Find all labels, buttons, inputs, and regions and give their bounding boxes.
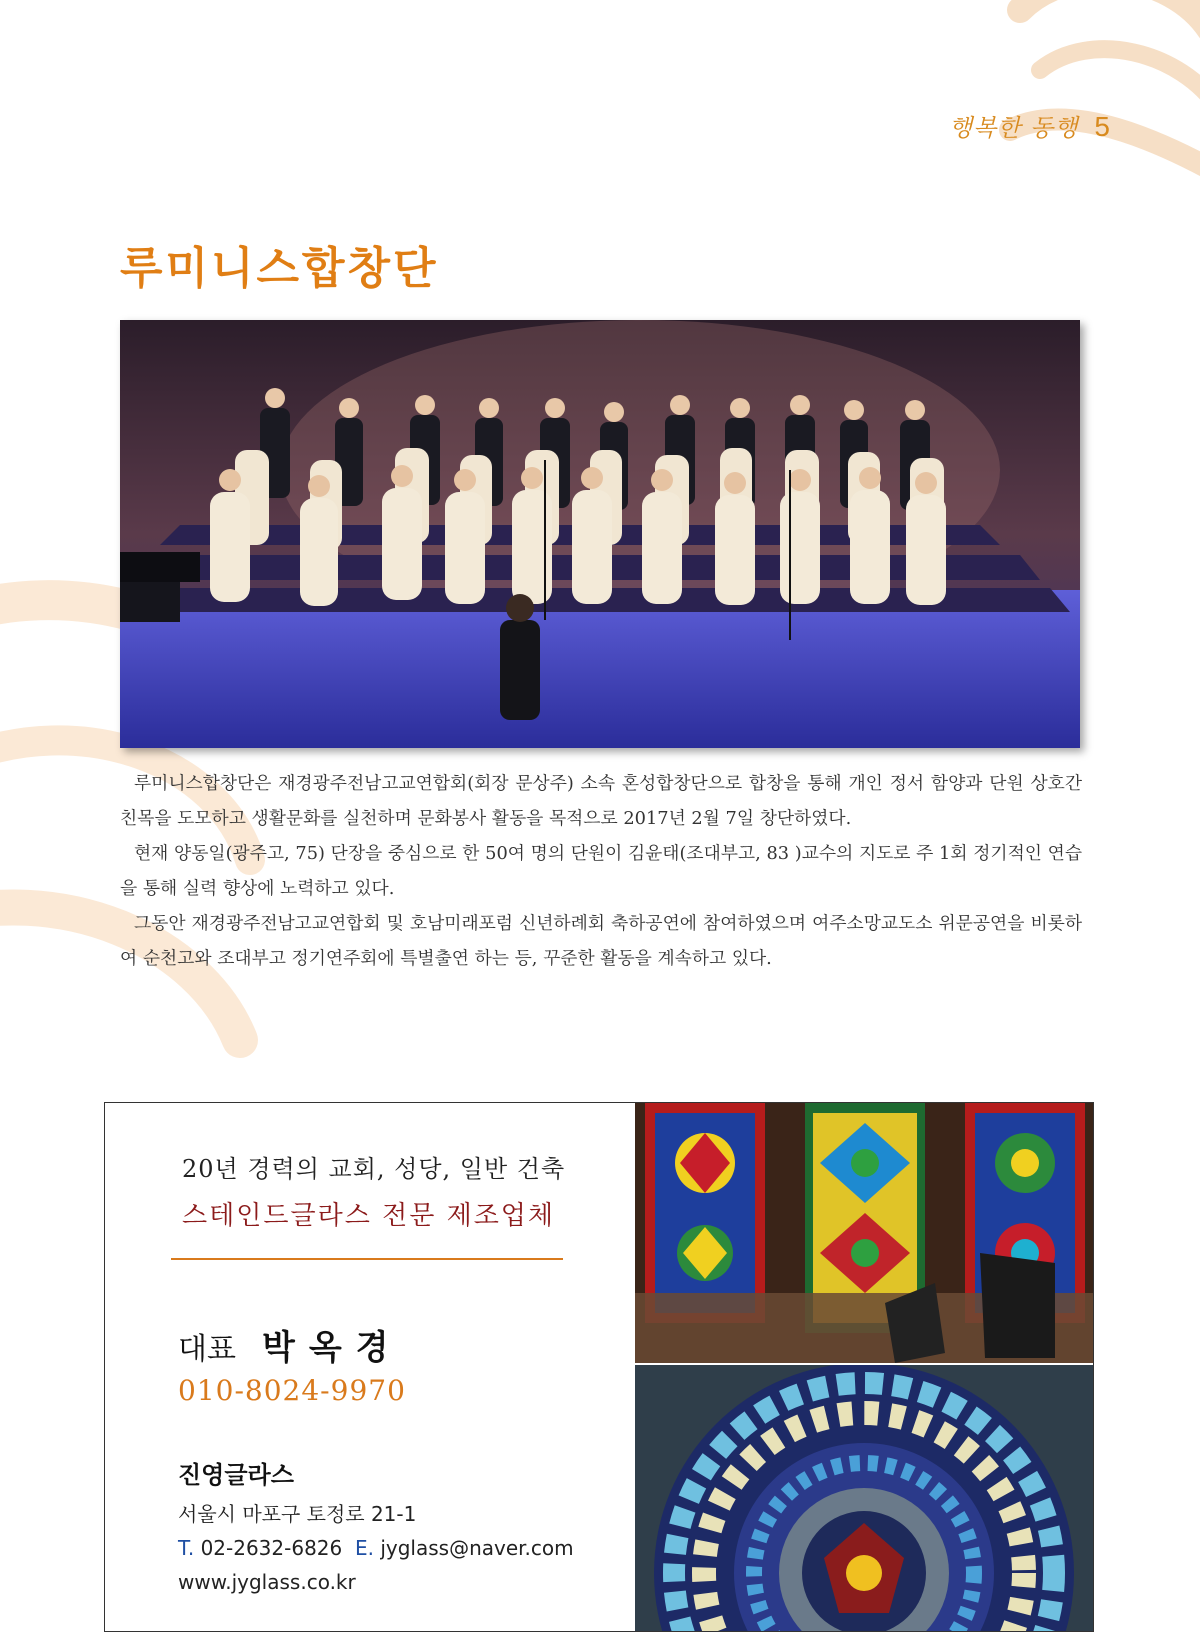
advertisement [104,1102,1094,1632]
ad-divider [171,1258,563,1260]
choir-photo [120,320,1080,748]
email-label: E. [354,1536,374,1560]
ad-headline: 스테인드글라스 전문 제조업체 [182,1201,556,1231]
running-head [949,108,1110,143]
brush-swirl-decoration [980,0,1200,200]
ad-tel[interactable]: 02-2632-6826 [200,1536,343,1560]
ad-phone[interactable]: 010-8024-9970 [178,1374,406,1407]
ad-contact-block [178,1497,574,1599]
ad-tagline: 20년 경력의 교회, 성당, 일반 건축 [182,1155,566,1183]
article-paragraph: 현재 양동일(광주고, 75) 단장을 중심으로 한 50여 명의 단원이 김윤태(조대부고, 83 )교수의 지도로 주 1회 정기적인 연습을 통해 실력 향상에 노력하고 있다. [120,843,1082,899]
ad-company-name: 진영글라스 [178,1461,294,1489]
ad-address: 서울시 마포구 토정로 21-1 [178,1502,417,1526]
rep-label: 대표 [178,1332,236,1367]
ad-text-panel [105,1103,635,1631]
ad-representative [178,1320,403,1369]
article-paragraph: 그동안 재경광주전남고교연합회 및 호남미래포럼 신년하례회 축하공연에 참여하였으며 여주소망교도소 위문공연을 비롯하여 순천고와 조대부고 정기연주회에 특별출연 하는 등, 꾸준한 활동을 계속하고 있다. [120,913,1082,969]
ad-email[interactable]: jyglass@naver.com [380,1536,574,1560]
ad-website[interactable]: www.jyglass.co.kr [178,1570,356,1594]
ad-tel-email-line [178,1531,574,1565]
article-body [120,766,1082,976]
tel-label: T. [178,1536,195,1560]
article-paragraph: 루미니스합창단은 재경광주전남고교연합회(회장 문상주) 소속 혼성합창단으로 합창을 통해 개인 정서 함양과 단원 상호간 친목을 도모하고 생활문화를 실천하며 문화봉사 활동을 목적으로 2017년 2월 7일 창단하였다. [120,773,1082,829]
stained-glass-photos [635,1103,1093,1631]
page-number: 5 [1094,111,1110,142]
rep-name: 박옥경 [261,1328,403,1368]
running-title: 행복한 동행 [948,114,1079,142]
article-title: 루미니스합창단 [120,243,439,294]
